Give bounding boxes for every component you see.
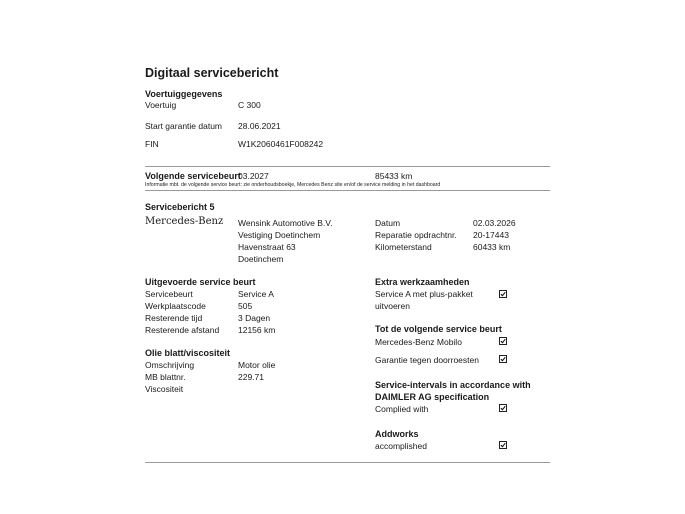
until-next-heading: Tot de volgende service beurt (375, 324, 502, 334)
mobilo-label: Mercedes-Benz Mobilo (375, 337, 462, 347)
intervals-heading: Service-intervals in accordance with (375, 380, 531, 390)
service-type-label: Servicebeurt (145, 289, 193, 299)
intervals-heading-line2: DAIMLER AG specification (375, 392, 490, 402)
dealer-line: Doetinchem (238, 254, 284, 264)
oil-heading: Olie blatt/viscositeit (145, 348, 231, 358)
oil-sheet-value: 229.71 (238, 372, 264, 382)
rust-warranty-label: Garantie tegen doorroesten (375, 355, 479, 365)
next-service-note: Informatie mbt. de volgende service beurt: zie onderhoudsboekje, Mercedes Benz site en/of de service melding in het dashboard (145, 182, 441, 188)
oil-description-value: Motor olie (238, 360, 276, 370)
addworks-item: accomplished (375, 441, 427, 451)
vehicle-heading: Voertuiggegevens (145, 89, 223, 99)
workshop-code-value: 505 (238, 301, 253, 311)
fin-value: W1K2060461F008242 (238, 139, 324, 149)
divider (145, 462, 550, 463)
dealer-line: Havenstraat 63 (238, 242, 296, 252)
divider (145, 190, 550, 191)
remaining-time-label: Resterende tijd (145, 313, 203, 323)
next-service-date: 03.2027 (238, 171, 269, 181)
workshop-code-label: Werkplaatscode (145, 301, 206, 311)
next-service-km: 85433 km (375, 171, 413, 181)
remaining-distance-value: 12156 km (238, 325, 276, 335)
date-label: Datum (375, 218, 401, 228)
report-heading: Servicebericht 5 (145, 202, 215, 212)
remaining-distance-label: Resterende afstand (145, 325, 220, 335)
rust-warranty-checkbox[interactable] (499, 355, 507, 363)
mileage-value: 60433 km (473, 242, 511, 252)
divider (145, 166, 550, 167)
repair-order-value: 20-17443 (473, 230, 509, 240)
remaining-time-value: 3 Dagen (238, 313, 271, 323)
dealer-line: Vestiging Doetinchem (238, 230, 321, 240)
extra-heading: Extra werkzaamheden (375, 277, 470, 287)
page-title: Digitaal servicebericht (145, 66, 279, 80)
mobilo-checkbox[interactable] (499, 337, 507, 345)
extra-item-line: Service A met plus-pakket (375, 289, 473, 299)
date-value: 02.03.2026 (473, 218, 516, 228)
extra-item-line: uitvoeren (375, 301, 410, 311)
addworks-heading: Addworks (375, 429, 419, 439)
fin-label: FIN (145, 139, 159, 149)
next-service-label: Volgende servicebeurt (145, 171, 241, 181)
service-type-value: Service A (238, 289, 274, 299)
oil-sheet-label: MB blattnr. (145, 372, 186, 382)
intervals-item: Complied with (375, 404, 429, 414)
warranty-start-label: Start garantie datum (145, 121, 223, 131)
mileage-label: Kilometerstand (375, 242, 432, 252)
repair-order-label: Reparatie opdrachtnr. (375, 230, 457, 240)
vehicle-label: Voertuig (145, 100, 177, 110)
oil-description-label: Omschrijving (145, 360, 195, 370)
extra-checkbox[interactable] (499, 290, 507, 298)
viscosity-label: Viscositeit (145, 384, 184, 394)
performed-heading: Uitgevoerde service beurt (145, 277, 256, 287)
dealer-line: Wensink Automotive B.V. (238, 218, 333, 228)
addworks-checkbox[interactable] (499, 441, 507, 449)
warranty-start-value: 28.06.2021 (238, 121, 281, 131)
intervals-checkbox[interactable] (499, 404, 507, 412)
vehicle-value: C 300 (238, 100, 261, 110)
brand-logo: Mercedes-Benz (145, 216, 224, 227)
